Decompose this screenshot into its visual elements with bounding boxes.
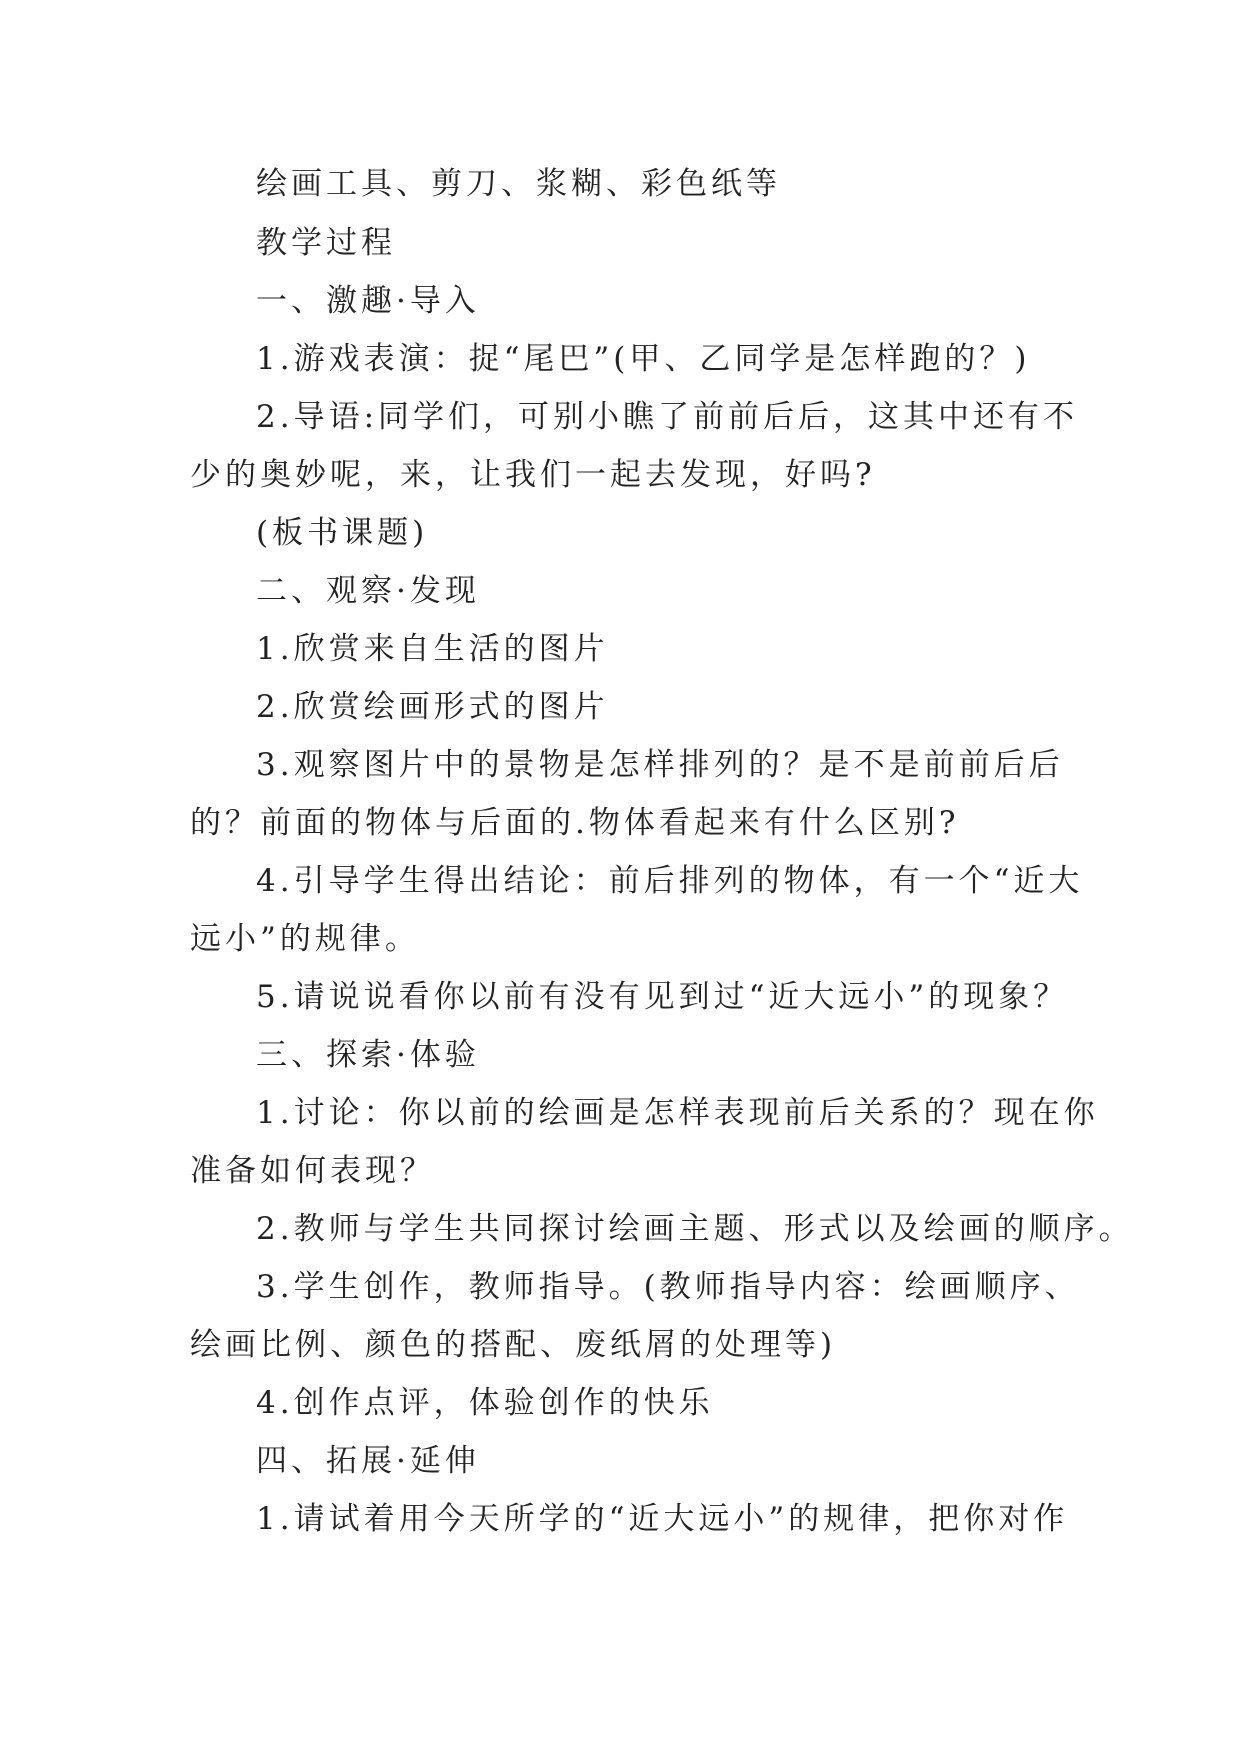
- paragraph-line: 1.欣赏来自生活的图片: [256, 631, 609, 667]
- paragraph-line: 2.教师与学生共同探讨绘画主题、形式以及绘画的顺序。: [256, 1211, 1134, 1247]
- paragraph-line: 准备如何表现？: [190, 1153, 435, 1189]
- paragraph-line: 2.导语:同学们，可别小瞧了前前后后，这其中还有不: [256, 399, 1079, 435]
- section-heading-4: 四、拓展·延伸: [256, 1443, 480, 1479]
- paragraph-line: 绘画比例、颜色的搭配、废纸屑的处理等): [190, 1327, 837, 1363]
- paragraph-line: 1.游戏表演：捉“尾巴”(甲、乙同学是怎样跑的？): [256, 341, 1031, 377]
- paragraph-line: 的？前面的物体与后面的.物体看起来有什么区别?: [190, 805, 960, 841]
- section-heading-2: 二、观察·发现: [256, 573, 480, 609]
- paragraph-line: 1.请试着用今天所学的“近大远小”的规律，把你对作: [256, 1501, 1069, 1537]
- paragraph-line: 3.观察图片中的景物是怎样排列的？是不是前前后后: [256, 747, 1064, 783]
- paragraph-line: 远小”的规律。: [190, 921, 420, 957]
- materials-line: 绘画工具、剪刀、浆糊、彩色纸等: [256, 166, 781, 202]
- paragraph-line: 1.讨论：你以前的绘画是怎样表现前后关系的？现在你: [256, 1095, 1099, 1131]
- paragraph-line: 4.引导学生得出结论：前后排列的物体，有一个“近大: [256, 863, 1084, 899]
- paragraph-line: (板书课题): [256, 515, 429, 551]
- paragraph-line: 少的奥妙呢，来，让我们一起去发现，好吗?: [190, 457, 876, 493]
- section-heading-teaching-process: 教学过程: [256, 225, 396, 261]
- section-heading-3: 三、探索·体验: [256, 1037, 480, 1073]
- paragraph-line: 5.请说说看你以前有没有见到过“近大远小”的现象？: [256, 979, 1069, 1015]
- section-heading-1: 一、激趣·导入: [256, 283, 480, 319]
- paragraph-line: 4.创作点评，体验创作的快乐: [256, 1385, 714, 1421]
- paragraph-line: 3.学生创作，教师指导。(教师指导内容：绘画顺序、: [256, 1269, 1080, 1305]
- paragraph-line: 2.欣赏绘画形式的图片: [256, 689, 609, 725]
